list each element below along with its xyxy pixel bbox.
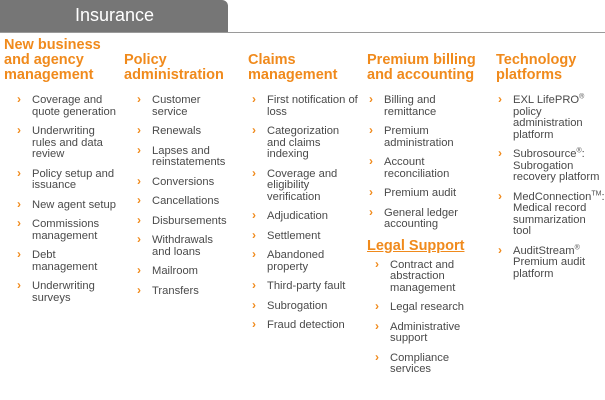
column-heading: Policy administration <box>124 52 224 83</box>
list-item: › AuditStream® Premium audit platform <box>498 242 586 280</box>
list-item: › General ledger accounting <box>369 204 459 230</box>
chevron-right-icon: › <box>17 196 21 211</box>
column-heading: Premium billing and accounting <box>367 52 476 83</box>
service-list <box>248 92 360 332</box>
list-item: › Disbursements <box>137 212 227 227</box>
list-item: › Subrogation <box>252 297 328 312</box>
chevron-right-icon: › <box>375 299 379 313</box>
column-heading: Claims management <box>248 52 338 83</box>
tab-title: Insurance <box>75 5 155 25</box>
chevron-right-icon: › <box>252 227 256 242</box>
service-list <box>367 92 483 231</box>
chevron-right-icon: › <box>137 142 141 157</box>
insurance-tab[interactable] <box>0 0 228 32</box>
column-technology-platforms <box>496 37 604 288</box>
chevron-right-icon: › <box>252 92 256 106</box>
list-item: › Compliance services <box>375 349 450 375</box>
list-item: › New agent setup <box>17 196 116 211</box>
list-item: › Policy setup and issuance <box>17 165 115 191</box>
platform-list <box>496 92 605 280</box>
list-item: › Transfers <box>137 282 199 297</box>
column-policy-administration <box>124 37 234 305</box>
chevron-right-icon: › <box>375 349 379 364</box>
chevron-right-icon: › <box>252 165 256 180</box>
column-claims-management <box>248 37 360 340</box>
chevron-right-icon: › <box>369 154 373 168</box>
chevron-right-icon: › <box>252 247 256 261</box>
chevron-right-icon: › <box>498 188 502 203</box>
list-item: › Administrative support <box>375 318 461 344</box>
list-item: › Debt management <box>17 247 98 273</box>
chevron-right-icon: › <box>498 242 502 257</box>
column-new-business <box>4 37 116 312</box>
chevron-right-icon: › <box>17 216 21 230</box>
list-item: › Customer service <box>137 92 201 118</box>
list-item: › Commissions management <box>17 216 100 242</box>
chevron-right-icon: › <box>17 92 21 106</box>
list-item: › EXL LifePRO® policy administration platform <box>498 92 585 141</box>
chevron-right-icon: › <box>17 123 21 137</box>
chevron-right-icon: › <box>375 256 379 271</box>
list-item: › Premium audit <box>369 185 457 199</box>
list-item: › Account reconciliation <box>369 154 450 180</box>
list-item: › Underwriting surveys <box>17 278 95 304</box>
list-item: › Settlement <box>252 227 321 242</box>
header-divider <box>0 32 605 33</box>
chevron-right-icon: › <box>17 247 21 261</box>
chevron-right-icon: › <box>137 263 141 277</box>
list-item: › Coverage and eligibility verification <box>252 165 338 203</box>
chevron-right-icon: › <box>252 317 256 331</box>
list-item: › Abandoned property <box>252 247 325 273</box>
chevron-right-icon: › <box>137 123 141 137</box>
list-item: › Renewals <box>137 123 202 137</box>
list-item: › Billing and remittance <box>369 92 437 118</box>
list-item: › Lapses and reinstatements <box>137 142 226 168</box>
chevron-right-icon: › <box>369 204 373 219</box>
service-list <box>124 92 234 297</box>
list-item: › Coverage and quote generation <box>17 92 116 118</box>
chevron-right-icon: › <box>252 208 256 222</box>
chevron-right-icon: › <box>137 282 141 297</box>
list-item: › First notification of loss <box>252 92 358 118</box>
chevron-right-icon: › <box>137 193 141 207</box>
chevron-right-icon: › <box>252 278 256 292</box>
list-item: › Withdrawals and loans <box>137 232 213 258</box>
column-heading: Technology platforms <box>496 52 577 83</box>
chevron-right-icon: › <box>137 92 141 106</box>
chevron-right-icon: › <box>137 232 141 246</box>
list-item: › Fraud detection <box>252 317 345 331</box>
legal-support-heading[interactable]: Legal Support <box>367 237 465 254</box>
list-item: › Premium administration <box>369 123 454 149</box>
chevron-right-icon: › <box>252 123 256 137</box>
chevron-right-icon: › <box>369 92 373 106</box>
chevron-right-icon: › <box>369 185 373 199</box>
list-item: › Categorization and claims indexing <box>252 123 340 160</box>
list-item: › Cancellations <box>137 193 220 207</box>
list-item: › Underwriting rules and data review <box>17 123 103 160</box>
chevron-right-icon: › <box>137 212 141 227</box>
list-item: › Subrosource®: Subrogation recovery platform <box>498 146 600 183</box>
list-item: › Conversions <box>137 173 215 188</box>
column-heading: New business and agency management <box>4 37 101 83</box>
chevron-right-icon: › <box>369 123 373 137</box>
chevron-right-icon: › <box>17 165 21 180</box>
chevron-right-icon: › <box>498 92 502 106</box>
chevron-right-icon: › <box>17 278 21 292</box>
list-item: › Adjudication <box>252 208 328 222</box>
list-item: › Contract and abstraction management <box>375 256 456 294</box>
chevron-right-icon: › <box>498 146 502 160</box>
chevron-right-icon: › <box>137 173 141 188</box>
column-premium-billing <box>367 37 483 384</box>
list-item: › Mailroom <box>137 263 199 277</box>
list-item: › Legal research <box>375 299 465 313</box>
legal-support-list <box>367 256 483 376</box>
list-item: › Third-party fault <box>252 278 346 292</box>
chevron-right-icon: › <box>252 297 256 312</box>
service-list <box>4 92 116 304</box>
list-item: › MedConnection™: Medical record summarization tool <box>498 188 605 237</box>
chevron-right-icon: › <box>375 318 379 333</box>
